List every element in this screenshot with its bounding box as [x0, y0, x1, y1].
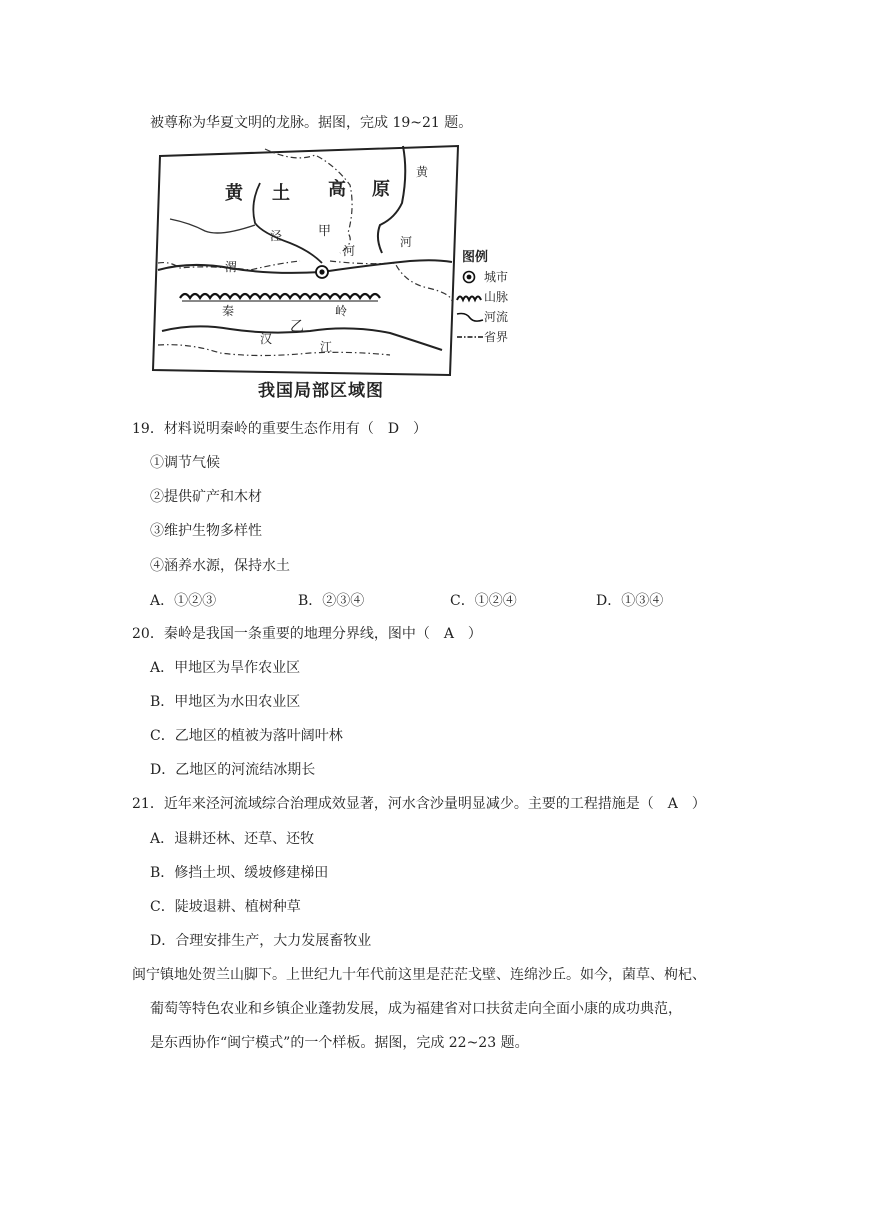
q21-option-d: D．合理安排生产，大力发展畜牧业: [150, 933, 372, 949]
label-huang-river2: 河: [400, 235, 413, 249]
label-jing: 泾: [270, 229, 283, 243]
regional-map: [150, 143, 470, 408]
city-icon: [460, 268, 482, 286]
city-marker: [316, 266, 328, 278]
q20-stem: 20．秦岭是我国一条重要的地理分界线，图中（ A ）: [132, 626, 482, 642]
label-jia: 甲: [318, 224, 332, 239]
label-tu: 土: [272, 183, 290, 204]
boundary-icon: [456, 328, 484, 346]
jing-tributary: [170, 219, 255, 233]
q21-option-a: A．退耕还林、还草、还牧: [150, 831, 315, 847]
q20-option-d: D．乙地区的河流结冰期长: [150, 762, 316, 778]
q19-item-1: ①调节气候: [150, 455, 220, 471]
q19-option-c: C．①②④: [450, 593, 517, 609]
label-ling: 岭: [335, 304, 348, 318]
q19-item-3: ③维护生物多样性: [150, 523, 262, 539]
label-qin: 秦: [222, 304, 235, 318]
label-jiang: 江: [320, 340, 333, 354]
label-gao: 高: [328, 179, 346, 200]
map-title: 我国局部区域图: [258, 381, 384, 401]
qinling-range: [180, 294, 380, 298]
river-icon: [456, 308, 484, 326]
mountain-icon: [456, 288, 484, 306]
q21-option-c: C．陡坡退耕、植树种草: [150, 899, 301, 915]
label-yuan: 原: [372, 179, 390, 200]
q19-stem: 19．材料说明秦岭的重要生态作用有（ D ）: [132, 421, 428, 437]
label-han: 汉: [260, 332, 273, 346]
label-huang1: 黄: [225, 183, 243, 204]
legend-panel: [456, 246, 546, 356]
label-yi: 乙: [290, 319, 304, 335]
legend-heading: 图例: [462, 250, 489, 265]
legend-river: 河流: [456, 308, 546, 326]
passage-line-3: 是东西协作“闽宁模式”的一个样板。据图，完成 22~23 题。: [150, 1035, 529, 1051]
legend-city: 城市: [456, 268, 546, 286]
label-wei: 渭: [225, 260, 238, 274]
label-jing-he: 河: [343, 244, 356, 258]
q19-option-d: D．①③④: [596, 593, 664, 609]
legend-mountain: 山脉: [456, 288, 546, 306]
province-boundary: [158, 345, 390, 356]
label-huang-river1: 黄: [416, 165, 429, 179]
q20-option-c: C．乙地区的植被为落叶阔叶林: [150, 728, 343, 744]
q19-options: [150, 591, 710, 611]
q21-option-b: B．修挡土坝、缓坡修建梯田: [150, 865, 329, 881]
legend-boundary: 省界: [456, 328, 546, 346]
q19-option-b: B．②③④: [298, 593, 365, 609]
q20-option-b: B．甲地区为水田农业区: [150, 694, 301, 710]
q19-item-2: ②提供矿产和木材: [150, 489, 262, 505]
intro-text: 被尊称为华夏文明的龙脉。据图，完成 19~21 题。: [150, 115, 473, 131]
passage-line-1: 闽宁镇地处贺兰山脚下。上世纪九十年代前这里是茫茫戈壁、连绵沙丘。如今，菌草、枸杞、: [132, 967, 706, 983]
q19-option-a: A．①②③: [150, 593, 217, 609]
q21-stem: 21．近年来泾河流域综合治理成效显著，河水含沙量明显减少。主要的工程措施是（ A ）: [132, 796, 706, 812]
q19-item-4: ④涵养水源，保持水土: [150, 558, 290, 574]
passage-line-2: 葡萄等特色农业和乡镇企业蓬勃发展，成为福建省对口扶贫走向全面小康的成功典范，: [150, 1001, 682, 1017]
q20-option-a: A．甲地区为旱作农业区: [150, 660, 301, 676]
